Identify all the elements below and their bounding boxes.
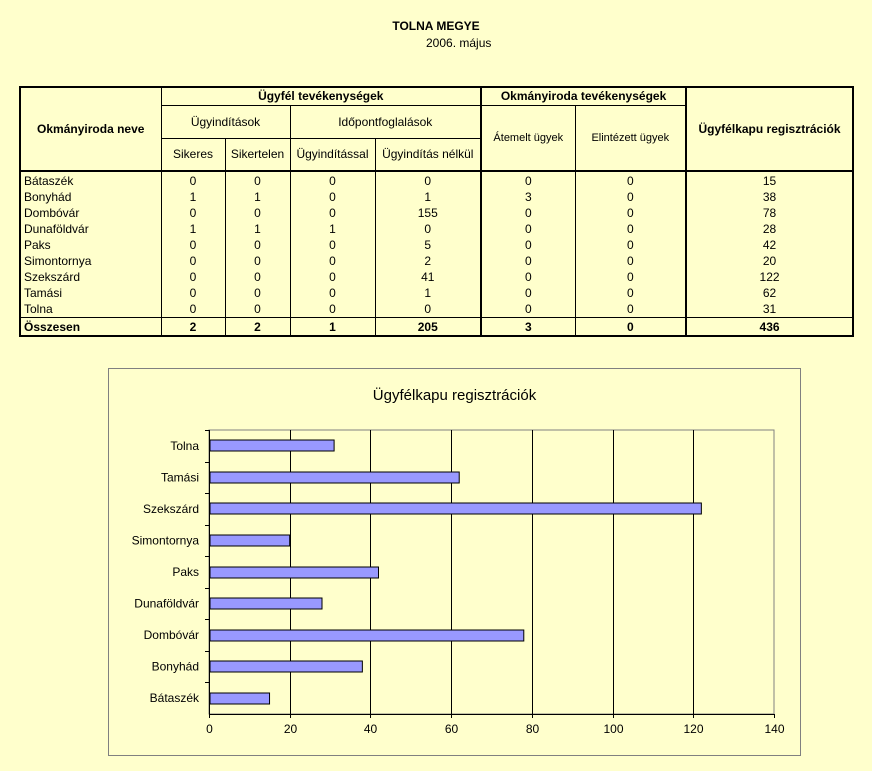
value-cell: 0 — [575, 285, 686, 301]
header-office-activities: Okmányiroda tevékenységek — [481, 87, 686, 105]
value-cell: 0 — [161, 171, 225, 189]
value-cell: 0 — [225, 301, 290, 318]
value-cell: 0 — [290, 205, 375, 221]
value-cell: 205 — [375, 318, 481, 337]
value-cell: 0 — [290, 285, 375, 301]
table-row — [20, 269, 853, 285]
header-client-activities: Ügyfél tevékenységek — [161, 87, 481, 105]
office-name-cell: Dombóvár — [20, 205, 161, 221]
value-cell: 0 — [481, 171, 575, 189]
value-cell: 31 — [686, 301, 853, 318]
office-name-cell: Dunaföldvár — [20, 221, 161, 237]
header-appointments: Időpontfoglalások — [290, 105, 481, 138]
value-cell: 0 — [225, 269, 290, 285]
value-cell: 0 — [575, 253, 686, 269]
bar — [210, 535, 290, 546]
bar — [210, 503, 701, 514]
value-cell: 28 — [686, 221, 853, 237]
table-row — [20, 189, 853, 205]
value-cell: 15 — [686, 171, 853, 189]
value-cell: 1 — [161, 189, 225, 205]
header-with-init: Ügyindítással — [290, 138, 375, 171]
value-cell: 0 — [481, 301, 575, 318]
value-cell: 0 — [575, 221, 686, 237]
bar — [210, 440, 334, 451]
y-tick-label: Bonyhád — [151, 659, 199, 674]
value-cell: 1 — [161, 221, 225, 237]
value-cell: 0 — [481, 253, 575, 269]
table-total-row — [20, 318, 853, 337]
value-cell: 0 — [481, 269, 575, 285]
value-cell: 0 — [225, 285, 290, 301]
x-tick-label: 40 — [363, 722, 378, 736]
y-tick-label: Bátaszék — [149, 691, 199, 706]
value-cell: 1 — [225, 221, 290, 237]
header-completed: Elintézett ügyek — [575, 105, 686, 171]
value-cell: 0 — [575, 318, 686, 337]
value-cell: 0 — [290, 301, 375, 318]
value-cell: 0 — [290, 171, 375, 189]
value-cell: 0 — [161, 301, 225, 318]
office-name-cell: Bonyhád — [20, 189, 161, 205]
y-tick-label: Dombóvár — [143, 628, 199, 643]
table-row — [20, 171, 853, 189]
value-cell: 0 — [290, 269, 375, 285]
value-cell: 155 — [375, 205, 481, 221]
bar — [210, 567, 379, 578]
value-cell: 0 — [225, 253, 290, 269]
value-cell: 20 — [686, 253, 853, 269]
value-cell: 62 — [686, 285, 853, 301]
value-cell: 41 — [375, 269, 481, 285]
y-tick-label: Paks — [172, 565, 199, 579]
table-row — [20, 237, 853, 253]
office-name-cell: Simontornya — [20, 253, 161, 269]
value-cell: 0 — [161, 253, 225, 269]
value-cell: 0 — [575, 189, 686, 205]
value-cell: 1 — [290, 221, 375, 237]
header-office-name: Okmányiroda neve — [20, 87, 161, 171]
x-tick-label: 140 — [764, 722, 785, 736]
header-portal-registrations: Ügyfélkapu regisztrációk — [686, 87, 853, 171]
bar-chart — [109, 369, 802, 757]
office-name-cell: Tolna — [20, 301, 161, 318]
page-title: TOLNA MEGYE — [392, 19, 480, 33]
value-cell: 0 — [375, 301, 481, 318]
office-name-cell: Paks — [20, 237, 161, 253]
value-cell: 0 — [481, 205, 575, 221]
value-cell: 0 — [225, 205, 290, 221]
value-cell: 0 — [481, 221, 575, 237]
value-cell: 0 — [290, 189, 375, 205]
x-tick-label: 60 — [444, 722, 459, 736]
value-cell: 0 — [481, 237, 575, 253]
value-cell: 0 — [161, 269, 225, 285]
summary-table — [19, 86, 854, 337]
header-without-init: Ügyindítás nélkül — [375, 138, 481, 171]
chart-title: Ügyfélkapu regisztrációk — [372, 387, 537, 404]
value-cell: 3 — [481, 318, 575, 337]
value-cell: 0 — [575, 171, 686, 189]
value-cell: 2 — [161, 318, 225, 337]
page-subtitle: 2006. május — [426, 36, 492, 50]
office-name-cell: Szekszárd — [20, 269, 161, 285]
value-cell: 5 — [375, 237, 481, 253]
value-cell: 1 — [375, 285, 481, 301]
bar — [210, 598, 322, 609]
value-cell: 0 — [575, 205, 686, 221]
value-cell: 78 — [686, 205, 853, 221]
header-initiations: Ügyindítások — [161, 105, 290, 138]
x-tick-label: 120 — [683, 722, 704, 736]
value-cell: 0 — [290, 237, 375, 253]
value-cell: 0 — [575, 301, 686, 318]
header-success: Sikeres — [161, 138, 225, 171]
chart-panel — [108, 368, 801, 756]
table-row — [20, 285, 853, 301]
y-tick-label: Dunaföldvár — [134, 596, 199, 611]
table-row — [20, 205, 853, 221]
bar — [210, 630, 524, 641]
x-tick-label: 0 — [206, 722, 213, 736]
office-name-cell: Tamási — [20, 285, 161, 301]
value-cell: 0 — [161, 205, 225, 221]
office-name-cell: Összesen — [20, 318, 161, 337]
office-name-cell: Bátaszék — [20, 171, 161, 189]
value-cell: 1 — [225, 189, 290, 205]
value-cell: 1 — [375, 189, 481, 205]
value-cell: 0 — [225, 171, 290, 189]
table-row — [20, 253, 853, 269]
value-cell: 0 — [161, 237, 225, 253]
value-cell: 0 — [161, 285, 225, 301]
y-tick-label: Szekszárd — [142, 501, 199, 516]
x-tick-label: 100 — [603, 722, 624, 736]
value-cell: 2 — [375, 253, 481, 269]
value-cell: 0 — [481, 285, 575, 301]
x-tick-label: 80 — [525, 722, 540, 736]
bar — [210, 693, 270, 704]
header-transferred: Átemelt ügyek — [481, 105, 575, 171]
value-cell: 1 — [290, 318, 375, 337]
y-tick-label: Simontornya — [131, 533, 199, 548]
value-cell: 0 — [225, 237, 290, 253]
value-cell: 0 — [575, 237, 686, 253]
value-cell: 0 — [575, 269, 686, 285]
y-tick-label: Tolna — [170, 438, 199, 453]
value-cell: 122 — [686, 269, 853, 285]
value-cell: 3 — [481, 189, 575, 205]
y-tick-label: Tamási — [160, 470, 199, 485]
value-cell: 0 — [375, 171, 481, 189]
x-tick-label: 20 — [283, 722, 298, 736]
value-cell: 42 — [686, 237, 853, 253]
table-row — [20, 221, 853, 237]
value-cell: 38 — [686, 189, 853, 205]
value-cell: 436 — [686, 318, 853, 337]
bar — [210, 472, 459, 483]
value-cell: 0 — [290, 253, 375, 269]
header-fail: Sikertelen — [225, 138, 290, 171]
value-cell: 2 — [225, 318, 290, 337]
table-row — [20, 301, 853, 318]
value-cell: 0 — [375, 221, 481, 237]
bar — [210, 661, 362, 672]
